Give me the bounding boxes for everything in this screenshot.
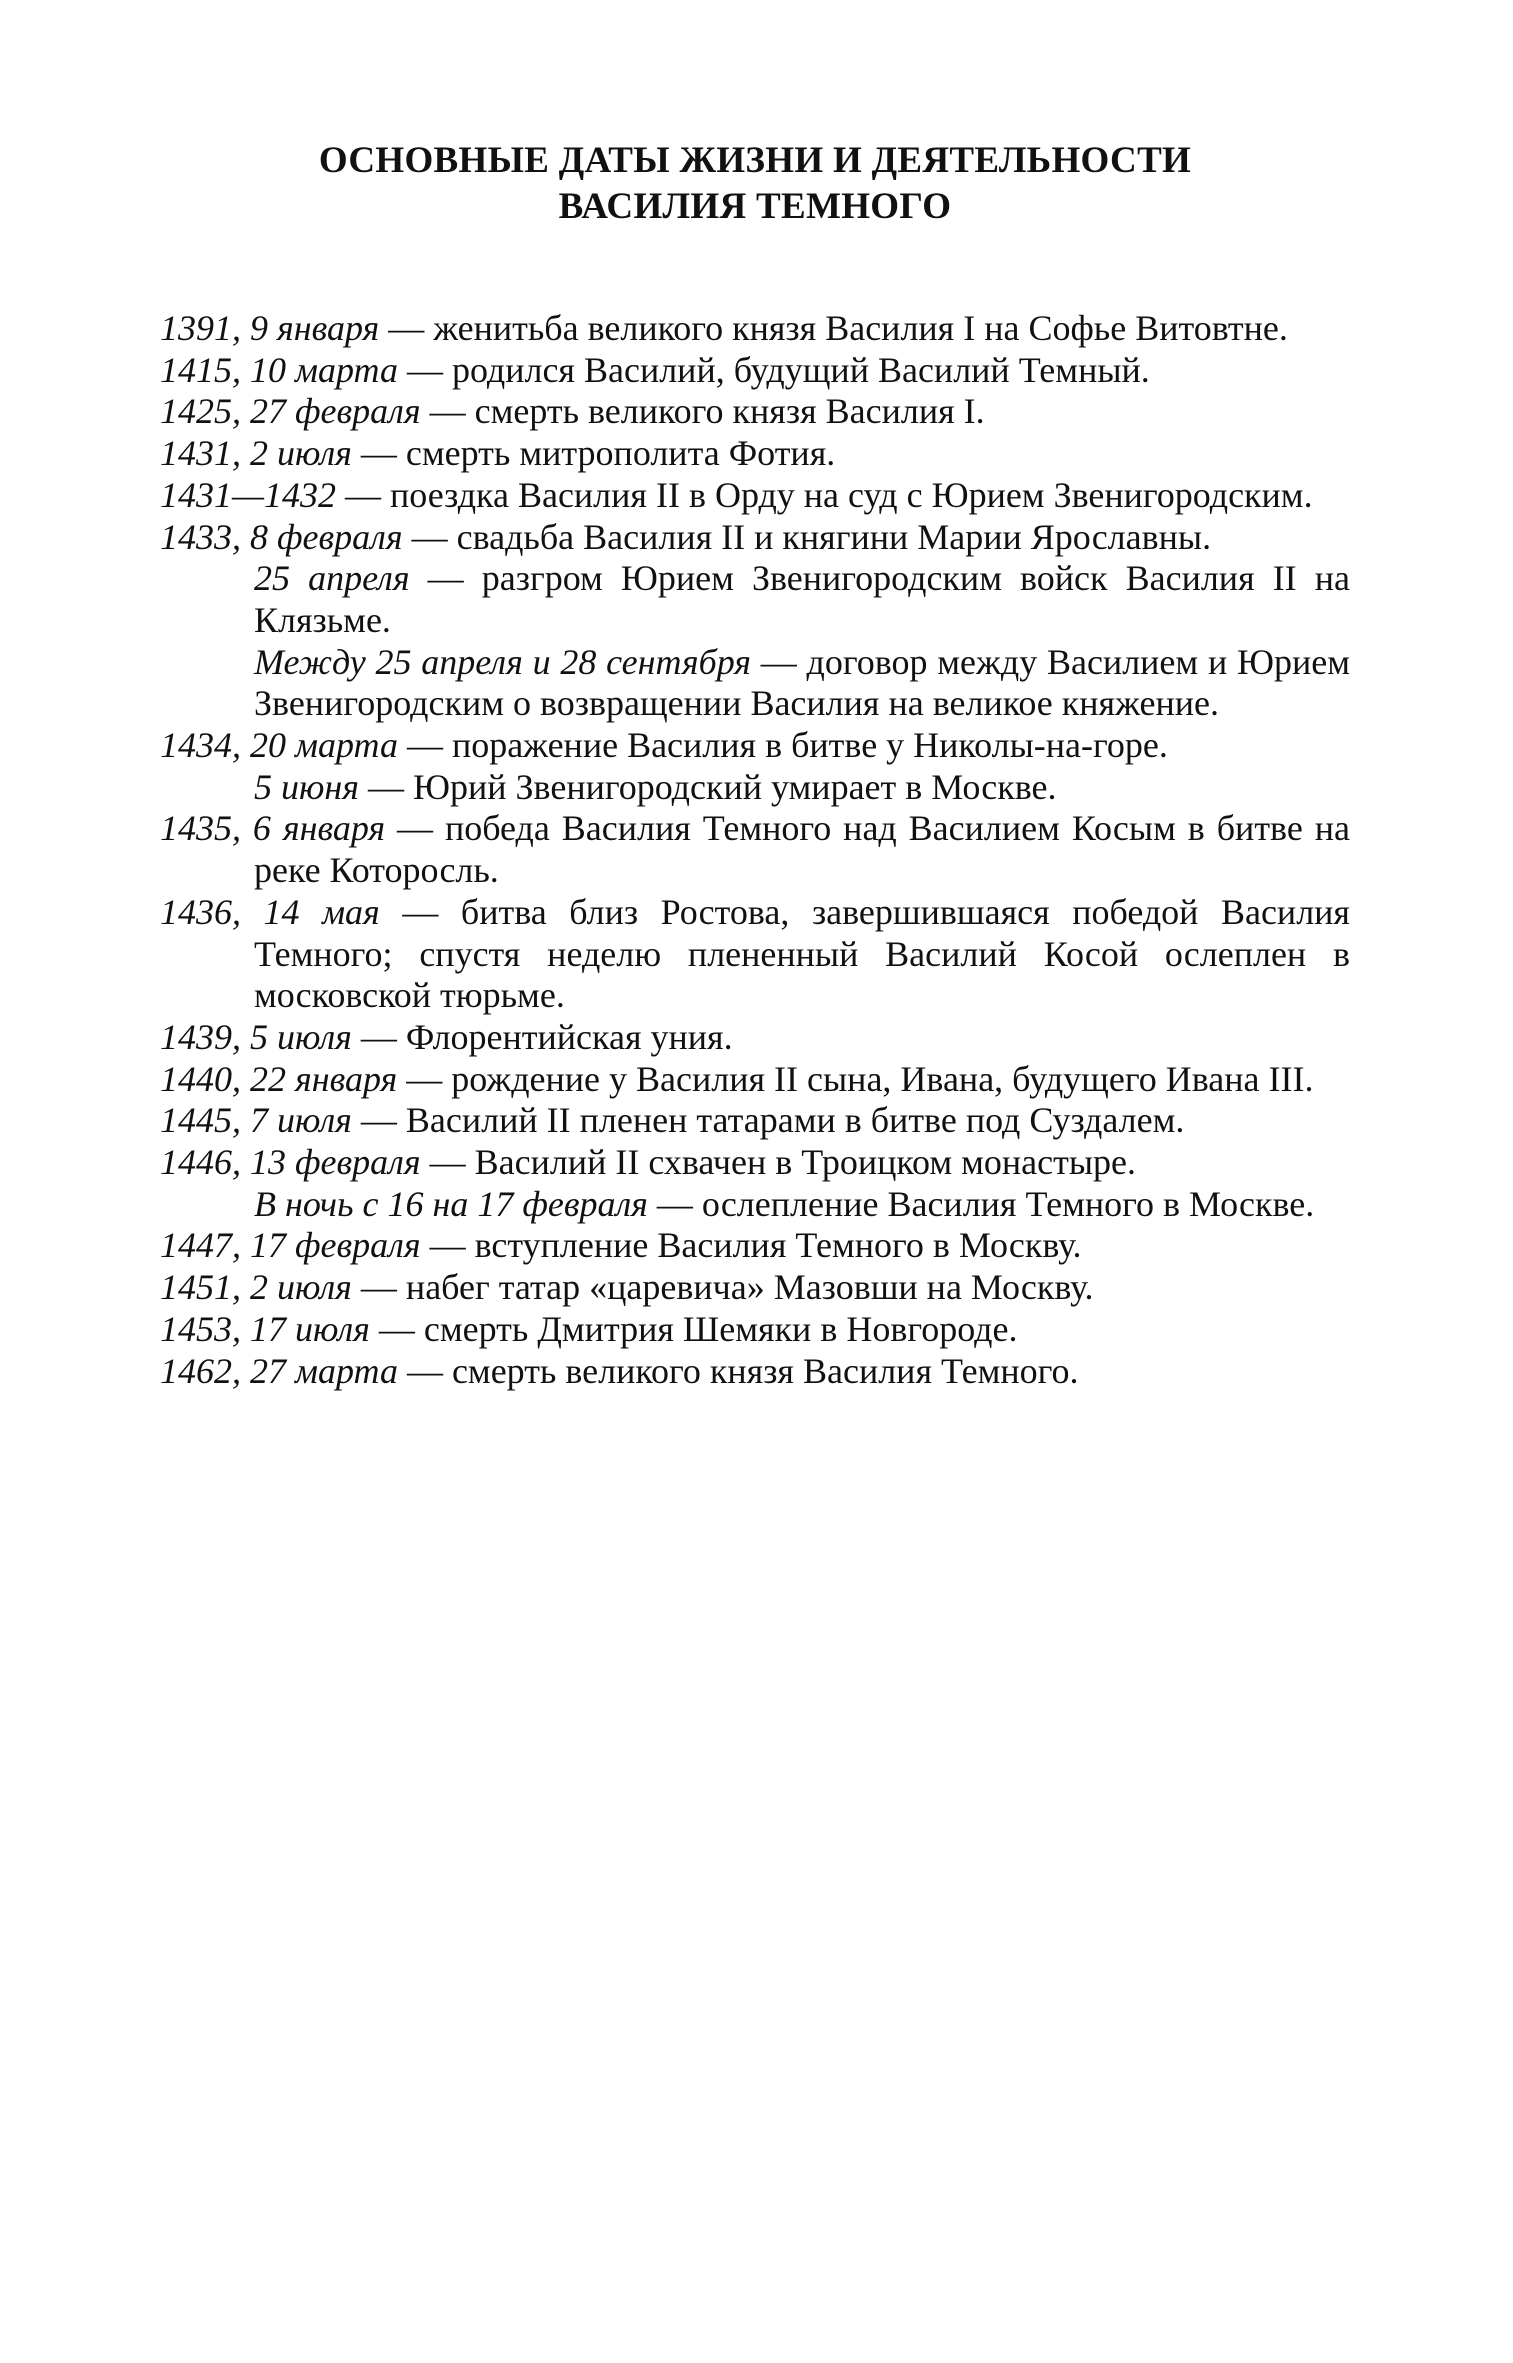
- entry-text: — ослепление Василия Темного в Москве.: [647, 1183, 1315, 1224]
- entry-text: — поражение Василия в битве у Николы-на-горе.: [397, 725, 1168, 766]
- entry-text: — Флорентийская уния.: [351, 1016, 733, 1057]
- chronology-entry: [160, 433, 1350, 475]
- chronology-entry: [160, 1267, 1350, 1309]
- entry-date: 1435, 6 января: [160, 808, 386, 849]
- chronology-entry: [160, 1142, 1350, 1184]
- entry-text: — Юрий Звенигородский умирает в Москве.: [358, 766, 1057, 807]
- chronology-entry: [160, 517, 1350, 559]
- entry-date: 1451, 2 июля: [160, 1267, 352, 1308]
- chronology-subentry: [160, 642, 1350, 725]
- title-line-1: ОСНОВНЫЕ ДАТЫ ЖИЗНИ И ДЕЯТЕЛЬНОСТИ: [318, 140, 1192, 181]
- entry-text: — победа Василия Темного над Василием Косым в битве на реке Которосль.: [254, 808, 1350, 891]
- entry-text: — смерть великого князя Василия I.: [420, 391, 985, 432]
- entry-date: 1453, 17 июля: [160, 1308, 370, 1349]
- entry-date: 1415, 10 марта: [160, 349, 398, 390]
- entry-text: — женитьба великого князя Василия I на Софье Витовтне.: [379, 308, 1288, 348]
- entry-date: 1440, 22 января: [160, 1058, 398, 1099]
- entry-date: 1425, 27 февраля: [160, 391, 421, 432]
- entry-date: Между 25 апреля и 28 сентября: [254, 641, 751, 682]
- chronology-entry: [160, 892, 1350, 1017]
- entry-date: 25 апреля: [254, 558, 410, 599]
- chronology-entry: [160, 308, 1350, 350]
- chronology-entry: [160, 1059, 1350, 1101]
- entry-text: — набег татар «царевича» Мазовши на Москву.: [351, 1267, 1094, 1308]
- chronology-entry: [160, 350, 1350, 392]
- entry-date: 1431—1432: [160, 474, 337, 515]
- entry-text: — свадьба Василия II и княгини Марии Ярославны.: [402, 516, 1212, 557]
- entry-date: 1462, 27 марта: [160, 1350, 398, 1391]
- chronology-entry: [160, 391, 1350, 433]
- entry-text: — смерть великого князя Василия Темного.: [397, 1350, 1079, 1391]
- entry-date: 1391, 9 января: [160, 308, 380, 348]
- entry-date: 1445, 7 июля: [160, 1100, 352, 1141]
- chronology-subentry: [160, 558, 1350, 641]
- entry-text: — рождение у Василия II сына, Ивана, будущего Ивана III.: [397, 1058, 1314, 1099]
- entry-date: 1446, 13 февраля: [160, 1142, 421, 1183]
- entry-date: 5 июня: [254, 766, 359, 807]
- entry-text: — битва близ Ростова, завершившаяся победой Василия Темного; спустя неделю плененный Василий Косой ослеплен в московской тюрьме.: [254, 891, 1350, 1016]
- entry-text: — поездка Василия II в Орду на суд с Юрием Звенигородским.: [336, 474, 1313, 515]
- chronology-subentry: [160, 767, 1350, 809]
- entry-text: — вступление Василия Темного в Москву.: [420, 1225, 1082, 1266]
- chronology-entry: [160, 1017, 1350, 1059]
- entry-text: — смерть Дмитрия Шемяки в Новгороде.: [369, 1308, 1018, 1349]
- entry-date: 1433, 8 февраля: [160, 516, 403, 557]
- chronology-list: [160, 308, 1350, 1392]
- entry-date: 1431, 2 июля: [160, 433, 352, 474]
- page-title: [160, 138, 1350, 230]
- entry-date: 1439, 5 июля: [160, 1016, 352, 1057]
- chronology-entry: [160, 1100, 1350, 1142]
- page: [160, 138, 1350, 1392]
- chronology-subentry: [160, 1184, 1350, 1226]
- entry-date: 1434, 20 марта: [160, 725, 398, 766]
- title-line-2: ВАСИЛИЯ ТЕМНОГО: [558, 186, 952, 227]
- entry-text: — Василий II пленен татарами в битве под Суздалем.: [351, 1100, 1185, 1141]
- chronology-entry: [160, 1351, 1350, 1393]
- chronology-entry: [160, 725, 1350, 767]
- entry-text: — Василий II схвачен в Троицком монастыре.: [420, 1142, 1137, 1183]
- entry-text: — смерть митрополита Фотия.: [351, 433, 836, 474]
- entry-date: В ночь с 16 на 17 февраля: [254, 1183, 648, 1224]
- chronology-entry: [160, 808, 1350, 891]
- entry-text: — родился Василий, будущий Василий Темный.: [397, 349, 1150, 390]
- entry-text: — договор между Василием и Юрием Звенигородским о возвращении Василия на великое княжение.: [254, 641, 1351, 724]
- chronology-entry: [160, 475, 1350, 517]
- chronology-entry: [160, 1225, 1350, 1267]
- entry-text: — разгром Юрием Звенигородским войск Василия II на Клязьме.: [254, 558, 1350, 640]
- entry-date: 1436, 14 мая: [160, 891, 380, 932]
- entry-date: 1447, 17 февраля: [160, 1225, 421, 1266]
- chronology-entry: [160, 1309, 1350, 1351]
